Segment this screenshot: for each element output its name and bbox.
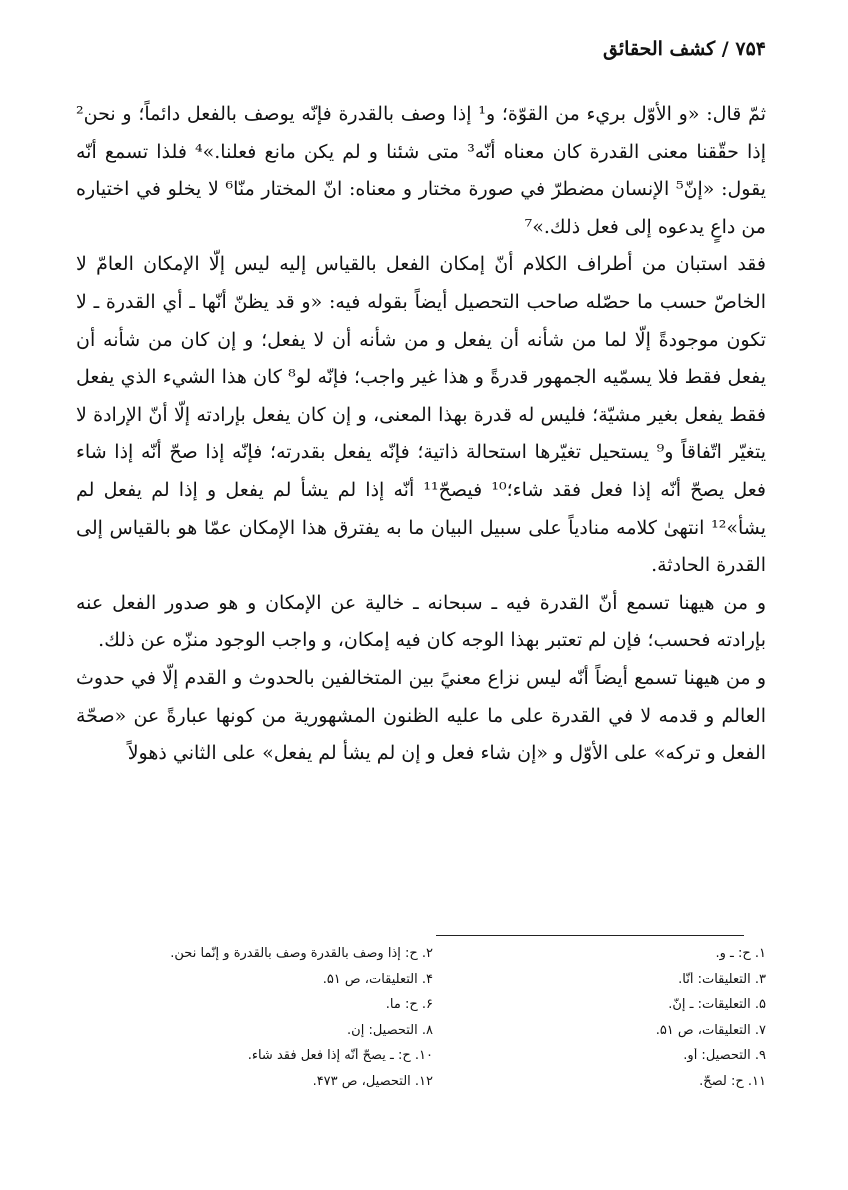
- paragraph: و من هيهنا تسمع أيضاً أنّه ليس نزاع معنيً بين المتخالفين بالحدوث و القدم إلّا في حدوث العالم و قدمه لا في القدرة على ما عليه الظنون المشهورية من كونها عبارةً عن «صحّة الفعل و تركه» على الأوّل و «إن شاء فعل و إن لم يشأ لم يفعل» على الثاني ذهولاً: [76, 666, 766, 765]
- footnote: ۱۲. التحصيل، ص ۴۷۳.: [312, 1073, 433, 1089]
- footnote: ٢. ح: إذا وصف بالقدرة وصف بالقدرة و إنّما نحن.: [170, 946, 433, 961]
- running-head: ۷۵۴ / كشف الحقائق: [603, 38, 766, 60]
- footnote: ۸. التحصيل: إن.: [347, 1022, 433, 1038]
- footnote: ۱۱. ح: لصحّ.: [699, 1073, 766, 1089]
- paragraph: ثمّ قال: «و الأوّل بريء من القوّة؛ و¹ إذا وصف بالقدرة فإنّه يوصف بالفعل دائماً؛ و نحن² إذا حقّقنا معنى القدرة كان معناه أنّه³ متى شئنا و لم يكن مانع فعلنا.»⁴ فلذا تسمع أنّه يقول: «إنّ⁵ الإنسان مضطرّ في صورة مختار و معناه: انّ المختار منّا⁶ لا يخلو في اختياره من داعٍ يدعوه إلى فعل ذلك.»⁷: [76, 103, 766, 238]
- footnote: ۵. التعليقات: ـ إنّ.: [668, 997, 766, 1012]
- footnote: ۹. التحصيل: أو.: [683, 1048, 766, 1063]
- footnote: ۷. التعليقات، ص ۵۱.: [655, 1022, 766, 1038]
- footnote: ۴. التعليقات، ص ۵۱.: [322, 971, 433, 987]
- footnotes: [100, 946, 766, 1099]
- footnote: ۶. ح: ما.: [385, 997, 433, 1012]
- paragraph: فقد استبان من أطراف الكلام أنّ إمكان الفعل بالقياس إليه ليس إلّا الإمكان العامّ لا الخاصّ حسب ما حصّله صاحب التحصيل أيضاً بقوله فيه: «و قد يظنّ أنّها ـ أي القدرة ـ لا تكون موجودةً إلّا لما من شأنه أن يفعل و من شأنه أن لا يفعل؛ و إن كان من شأنه أن يفعل فقط فلا يسمّيه الجمهور قدرةً و هذا غير واجب؛ فإنّه لو⁸ كان هذا الشيء الذي يفعل فقط يفعل بغير مشيّة؛ فليس له قدرة بهذا المعنى، و إن كان يفعل بإرادته إلّا أنّ الإرادة لا يتغيّر اتّفاقاً و⁹ يستحيل تغيّرها استحالة ذاتية؛ فإنّه يفعل بقدرته؛ فإنّه إذا صحّ أنّه إذا شاء فعل يصحّ أنّه إذا فعل فقد شاء؛¹⁰ فيصحّ¹¹ أنّه إذا لم يشأ لم يفعل و إذا لم يفعل لم يشأ»¹² انتهىٰ كلامه منادياً على سبيل البيان ما به يفترق هذا الإمكان عمّا هو بالقياس إلى القدرة الحادثة.: [76, 253, 766, 577]
- main-text: [76, 96, 766, 773]
- footnote: ٣. التعليقات: أنّا.: [678, 971, 766, 987]
- paragraph: و من هيهنا تسمع أنّ القدرة فيه ـ سبحانه ـ خالية عن الإمكان و هو صدور الفعل عنه بإرادته فحسب؛ فإن لم تعتبر بهذا الوجه كان فيه إمكان، و واجب الوجود منزّه عن ذلك.: [76, 591, 766, 652]
- footnote: ۱۰. ح: ـ يصحّ أنّه إذا فعل فقد شاء.: [247, 1048, 433, 1063]
- footnote: ١. ح: ـ و.: [715, 946, 766, 961]
- footnote-divider: [436, 935, 744, 936]
